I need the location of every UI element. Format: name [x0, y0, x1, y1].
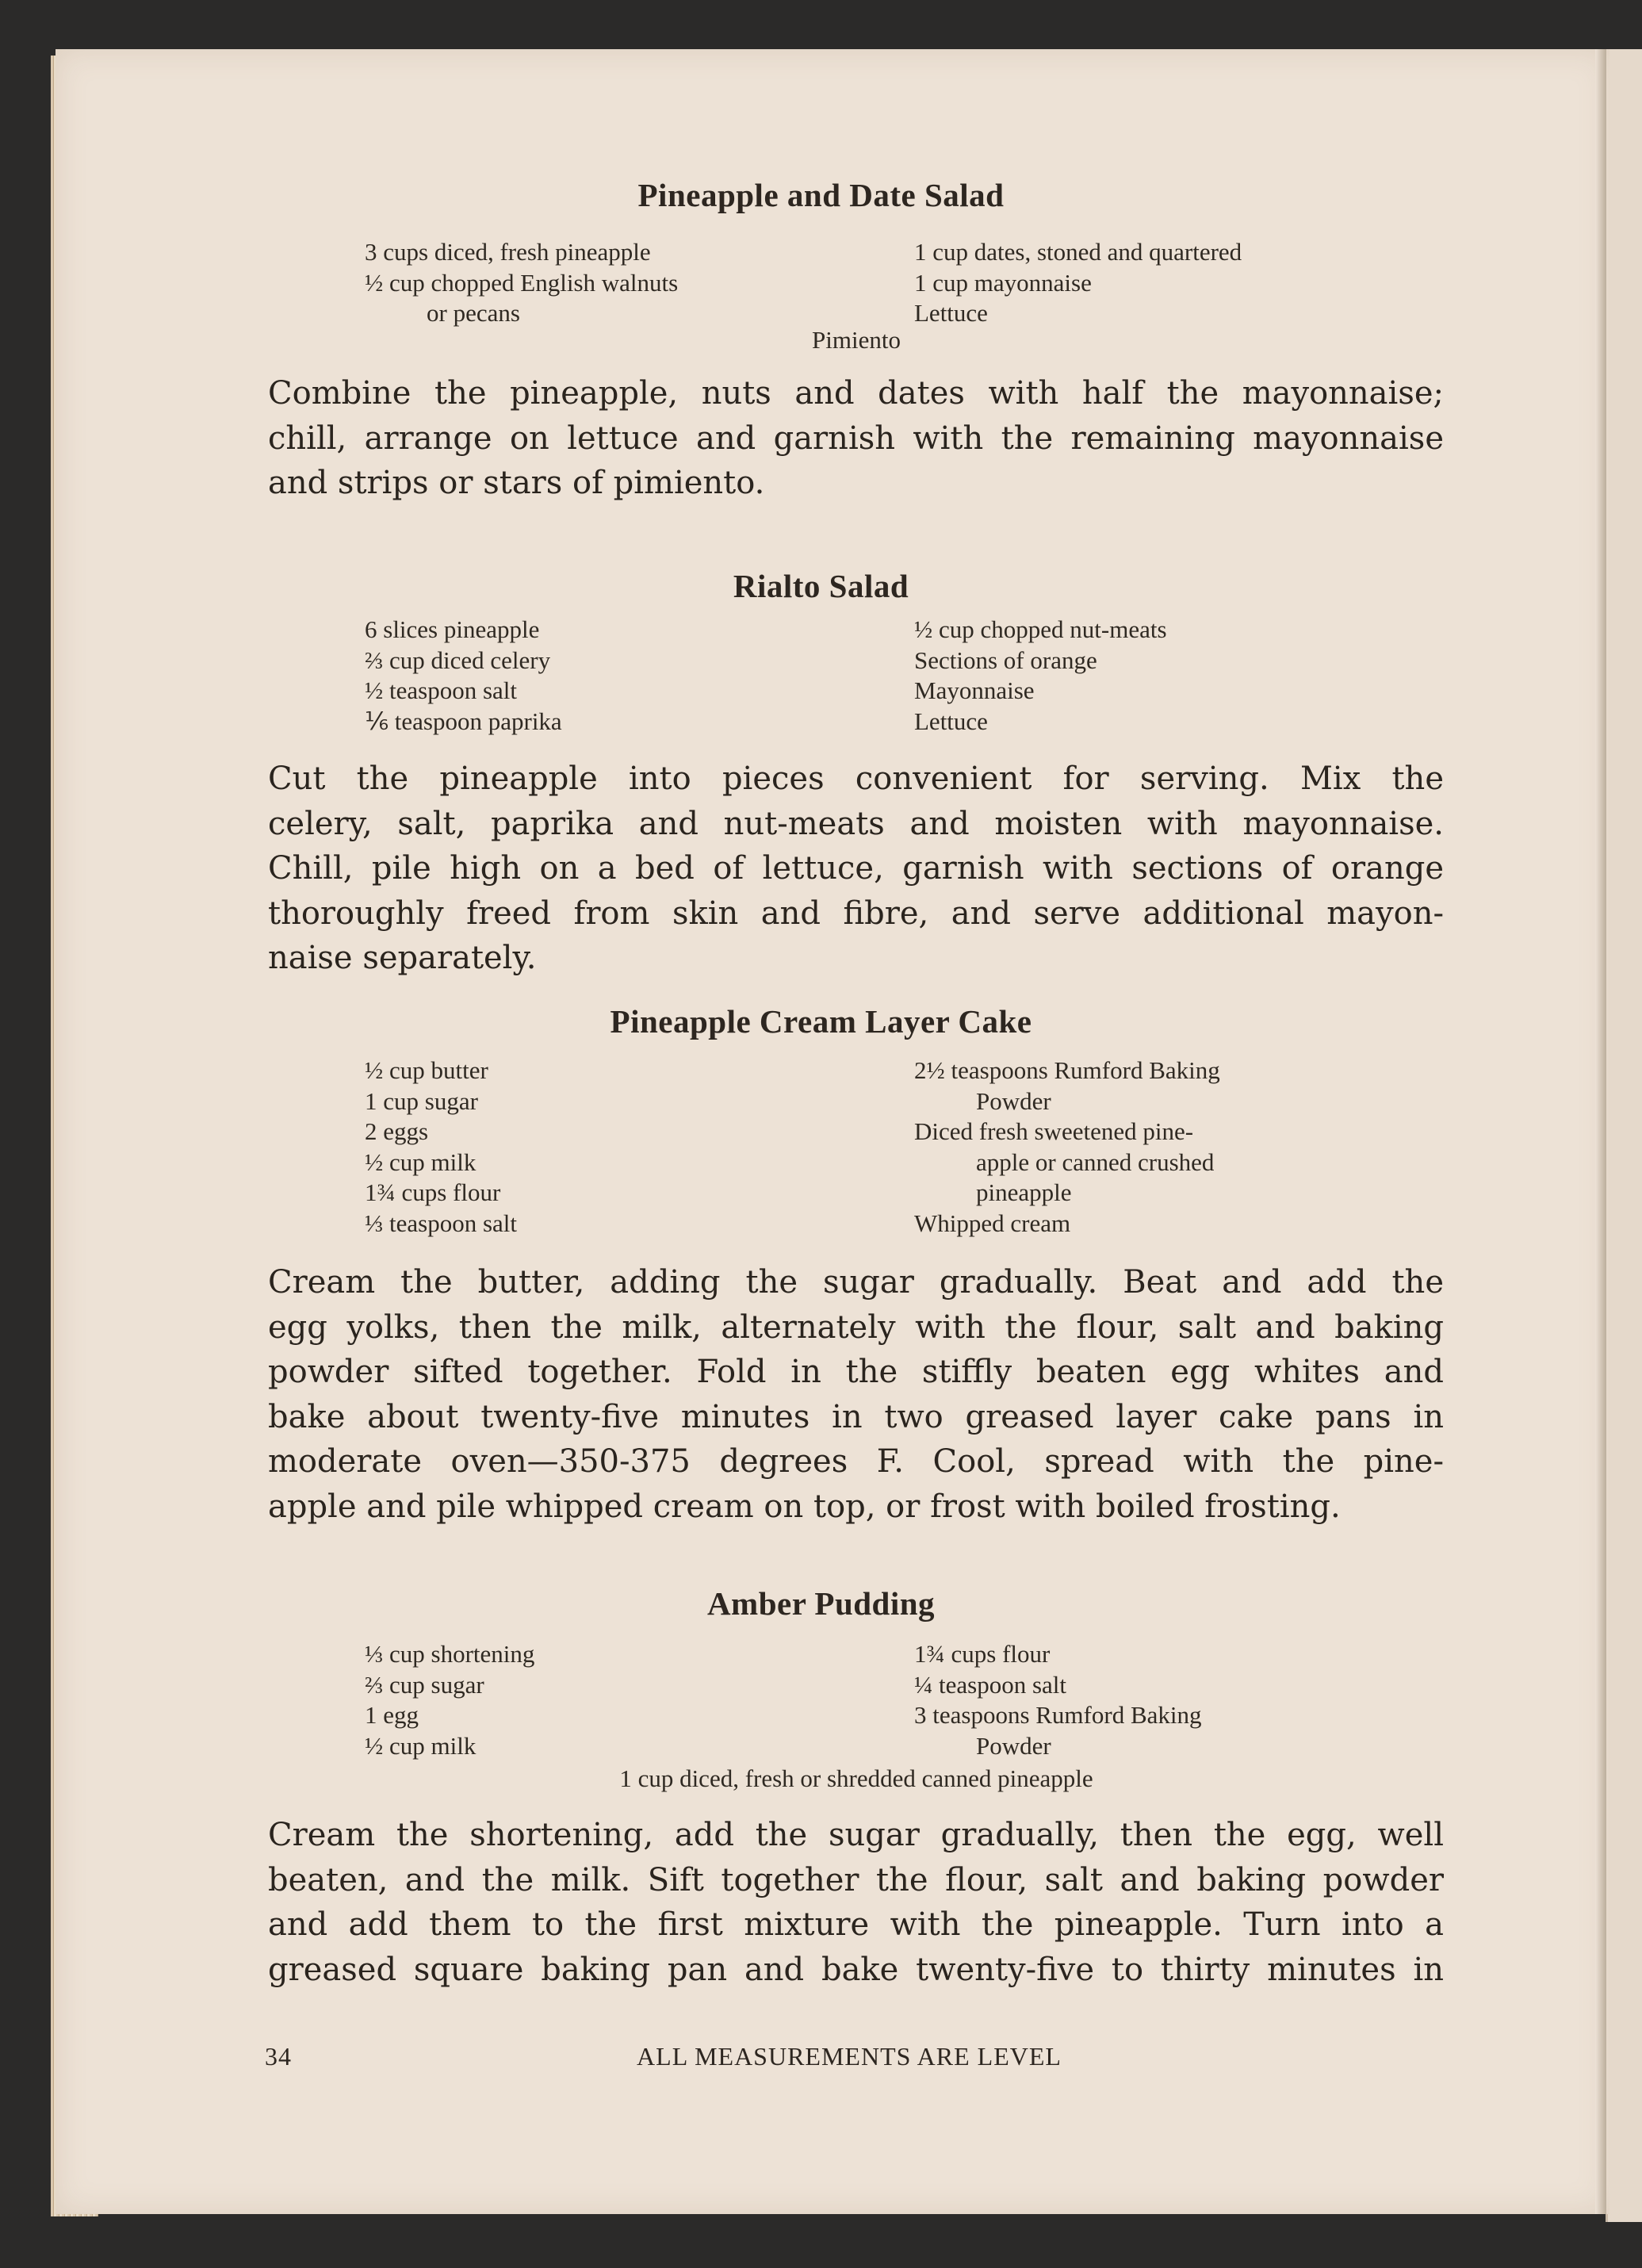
directions-line: moderate oven—350-375 degrees F. Cool, spread with the pine-	[268, 1443, 1444, 1480]
ingredient-item: pineapple	[976, 1178, 1072, 1206]
recipe-title: Amber Pudding	[706, 1585, 936, 1622]
ingredient-item: ⅔ cup sugar	[365, 1670, 484, 1699]
ingredient-item: 3 cups diced, fresh pineapple	[365, 238, 651, 266]
recipe-directions	[268, 1260, 1444, 1529]
recipe-title: Rialto Salad	[733, 568, 909, 604]
recipe-title: Pineapple Cream Layer Cake	[610, 1003, 1032, 1040]
ingredient-item: ½ cup milk	[365, 1147, 477, 1176]
ingredient-item: ⅙ teaspoon paprika	[365, 707, 562, 735]
ingredient-item: Powder	[976, 1086, 1051, 1115]
ingredient-item: 1 cup dates, stoned and quartered	[914, 238, 1242, 266]
ingredient-item: 1¾ cups flour	[365, 1178, 501, 1206]
running-footer: ALL MEASUREMENTS ARE LEVEL	[637, 2042, 1062, 2071]
directions-line: beaten, and the milk. Sift together the flour, salt and baking powder	[268, 1861, 1444, 1898]
directions-line: greased square baking pan and bake twenty-five to thirty minutes in	[268, 1951, 1444, 1988]
ingredient-item: ⅓ cup shortening	[365, 1640, 535, 1668]
directions-line: apple and pile whipped cream on top, or frost with boiled frosting.	[268, 1488, 1341, 1525]
ingredient-item: ⅔ cup diced celery	[365, 646, 551, 674]
ingredient-item: or pecans	[427, 299, 520, 327]
ingredient-item: 1 cup mayonnaise	[914, 268, 1092, 297]
directions-line: thoroughly freed from skin and fibre, and serve additional mayon-	[268, 895, 1444, 932]
ingredient-item: ½ teaspoon salt	[365, 676, 517, 704]
ingredient-item: Whipped cream	[914, 1209, 1071, 1237]
ingredient-item: ½ cup chopped English walnuts	[365, 268, 679, 297]
ingredient-item: ½ cup butter	[365, 1056, 488, 1084]
ingredient-item: 1 cup sugar	[365, 1086, 478, 1115]
ingredient-item: 2 eggs	[365, 1117, 429, 1145]
ingredient-item: ½ cup milk	[365, 1731, 477, 1760]
ingredient-item: apple or canned crushed	[976, 1147, 1215, 1176]
ingredient-item: 1 egg	[365, 1701, 419, 1729]
directions-line: bake about twenty-five minutes in two greased layer cake pans in	[268, 1398, 1444, 1435]
directions-line: Cut the pineapple into pieces convenient for serving. Mix the	[268, 760, 1444, 797]
ingredient-item: ⅓ teaspoon salt	[365, 1209, 517, 1237]
ingredient-item: ¼ teaspoon salt	[914, 1670, 1066, 1699]
directions-line: Chill, pile high on a bed of lettuce, garnish with sections of orange	[268, 850, 1444, 887]
directions-line: Cream the butter, adding the sugar gradually. Beat and add the	[268, 1264, 1444, 1301]
ingredient-item: Powder	[976, 1731, 1051, 1760]
directions-line: celery, salt, paprika and nut-meats and moisten with mayonnaise.	[268, 805, 1444, 842]
ingredient-item-centered: 1 cup diced, fresh or shredded canned pineapple	[619, 1764, 1093, 1792]
ingredient-item: 1¾ cups flour	[914, 1640, 1051, 1668]
ingredient-item: Lettuce	[914, 707, 988, 735]
page-number: 34	[265, 2042, 292, 2071]
recipe-directions	[268, 1813, 1444, 1992]
ingredient-item: Diced fresh sweetened pine-	[914, 1117, 1194, 1145]
recipe-directions	[268, 757, 1444, 981]
page-gutter	[1595, 49, 1606, 2214]
directions-line: egg yolks, then the milk, alternately with the flour, salt and baking	[268, 1308, 1444, 1346]
ingredient-item: ½ cup chopped nut-meats	[914, 615, 1167, 643]
recipe-title: Pineapple and Date Salad	[637, 177, 1005, 213]
directions-line: Cream the shortening, add the sugar gradually, then the egg, well	[268, 1817, 1444, 1853]
ingredient-item: Mayonnaise	[914, 676, 1035, 704]
ingredient-item: Sections of orange	[914, 646, 1097, 674]
directions-line: and add them to the first mixture with the pineapple. Turn into a	[268, 1906, 1444, 1943]
next-page-edge	[1606, 49, 1642, 2222]
directions-line: Combine the pineapple, nuts and dates with half the mayonnaise;	[268, 375, 1444, 412]
directions-line: naise separately.	[268, 940, 537, 976]
directions-line: chill, arrange on lettuce and garnish with the remaining mayonnaise	[268, 420, 1444, 457]
ingredient-item: 6 slices pineapple	[365, 615, 540, 643]
directions-line: and strips or stars of pimiento.	[268, 465, 765, 501]
recipe-directions	[268, 371, 1444, 506]
ingredient-item: 3 teaspoons Rumford Baking	[914, 1701, 1202, 1729]
ingredient-item: Lettuce	[914, 299, 988, 327]
ingredient-item-centered: Pimiento	[812, 326, 901, 354]
ingredient-item: 2½ teaspoons Rumford Baking	[914, 1056, 1220, 1084]
directions-line: powder sifted together. Fold in the stiffly beaten egg whites and	[268, 1354, 1444, 1390]
